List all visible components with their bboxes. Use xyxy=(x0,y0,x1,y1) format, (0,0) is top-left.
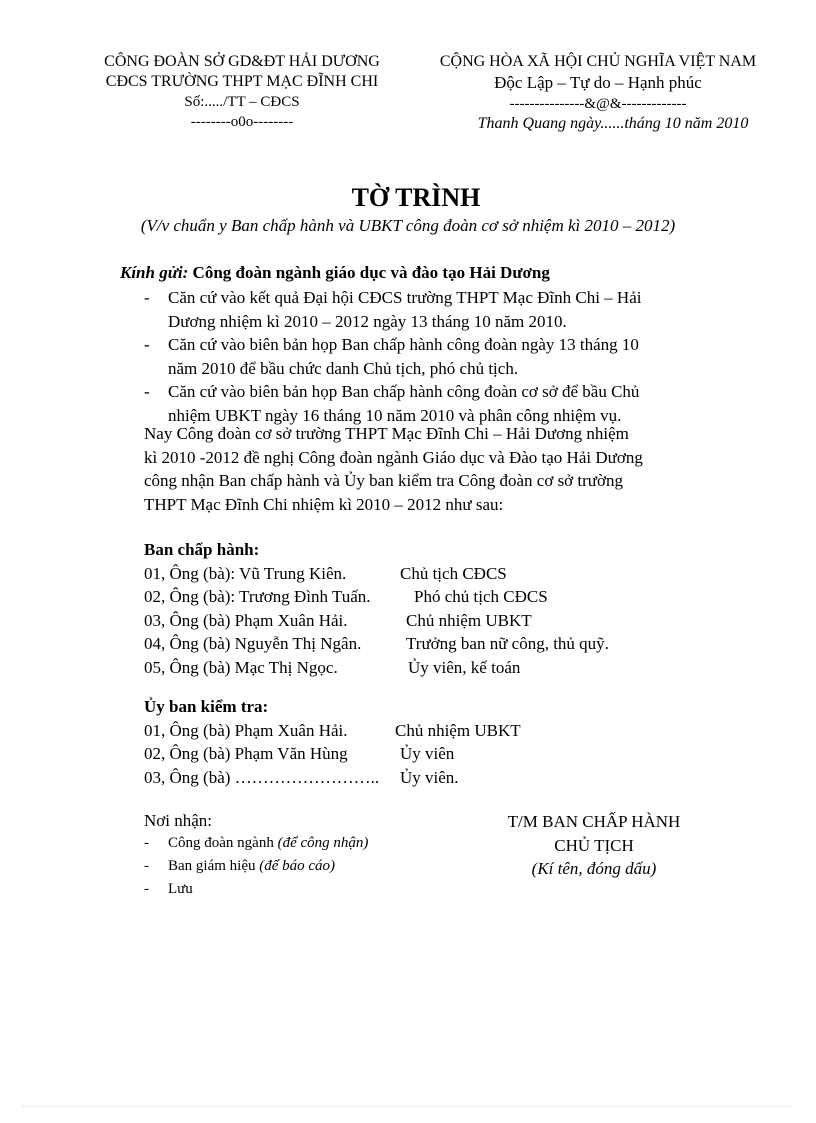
national-motto: Độc Lập – Tự do – Hạnh phúc xyxy=(494,73,702,92)
member-row: 01, Ông (bà) Phạm Xuân Hải. Chủ nhiệm UBKT xyxy=(144,720,521,740)
greeting-recipient: Công đoàn ngành giáo dục và đào tạo Hải Dương xyxy=(192,263,550,282)
header-right xyxy=(410,52,786,134)
member-row: 03, Ông (bà) Phạm Xuân Hải. Chủ nhiệm UBKT xyxy=(144,610,532,630)
org-name-line1: CÔNG ĐOÀN SỞ GD&ĐT HẢI DƯƠNG xyxy=(104,53,380,70)
member-row: 01, Ông (bà): Vũ Trung Kiên. Chủ tịch CĐCS xyxy=(144,563,507,583)
recipient-item: - Ban giám hiệu (để báo cáo) xyxy=(168,855,368,878)
signature-title: T/M BAN CHẤP HÀNH xyxy=(507,812,681,831)
basis-item: - Căn cứ vào biên bản họp Ban chấp hành công đoàn ngày 13 tháng 10 năm 2010 để bầu chức danh Chủ tịch, phó chủ tịch. xyxy=(168,333,641,380)
recipients-block xyxy=(144,810,368,901)
greeting-label: Kính gửi: xyxy=(120,263,189,282)
basis-item: - Căn cứ vào kết quả Đại hội CĐCS trường THPT Mạc Đĩnh Chi – Hải Dương nhiệm kì 2010 – 2012 ngày 13 tháng 10 năm 2010. xyxy=(168,286,641,333)
header-right-divider: ---------------&@&------------- xyxy=(509,96,687,112)
recipients-heading: Nơi nhận: xyxy=(144,811,213,830)
place-date: Thanh Quang ngày......tháng 10 năm 2010 xyxy=(477,115,749,132)
header-left-divider: --------o0o-------- xyxy=(190,114,294,130)
executive-committee xyxy=(144,538,609,679)
recipient-item: - Công đoàn ngành (để công nhận) xyxy=(168,832,368,855)
signature-block xyxy=(484,810,704,881)
document-subtitle: (V/v chuẩn y Ban chấp hành và UBKT công đoàn cơ sở nhiệm kì 2010 – 2012) xyxy=(140,216,676,235)
header-left xyxy=(74,52,410,132)
body-line: Nay Công đoàn cơ sở trường THPT Mạc Đĩnh Chi – Hải Dương nhiệm xyxy=(144,424,629,443)
bases-list xyxy=(168,286,641,427)
member-row: 02, Ông (bà): Trương Đình Tuấn. Phó chủ tịch CĐCS xyxy=(144,587,548,606)
executive-committee-heading: Ban chấp hành: xyxy=(144,540,260,559)
member-row: 03, Ông (bà) …………………….. Ủy viên. xyxy=(144,767,459,787)
body-line: công nhận Ban chấp hành và Ủy ban kiểm tra Công đoàn cơ sở trường xyxy=(144,471,624,490)
recipients-list xyxy=(168,832,368,901)
basis-item: - Căn cứ vào biên bản họp Ban chấp hành công đoàn cơ sở để bầu Chủ nhiệm UBKT ngày 16 tháng 10 năm 2010 và phân công nhiệm vụ. xyxy=(168,380,641,427)
body-paragraph xyxy=(144,422,643,516)
member-row: 04, Ông (bà) Nguyễn Thị Ngân. Trưởng ban nữ công, thủ quỹ. xyxy=(144,634,609,653)
body-line: kì 2010 -2012 đề nghị Công đoàn ngành Giáo dục và Đào tạo Hải Dương xyxy=(144,447,643,467)
signature-position: CHỦ TỊCH xyxy=(554,835,634,855)
inspection-committee-heading: Ủy ban kiểm tra: xyxy=(144,697,269,716)
inspection-committee xyxy=(144,695,521,789)
member-row: 05, Ông (bà) Mạc Thị Ngọc. Ủy viên, kế toán xyxy=(144,657,521,677)
org-name-line2: CĐCS TRƯỜNG THPT MẠC ĐĨNH CHI xyxy=(105,73,379,90)
document-title: TỜ TRÌNH xyxy=(351,183,481,212)
page-bottom-divider xyxy=(22,1106,794,1107)
member-row: 02, Ông (bà) Phạm Văn Hùng Ủy viên xyxy=(144,744,455,763)
recipient-item: - Lưu xyxy=(168,878,368,901)
body-line: THPT Mạc Đĩnh Chi nhiệm kì 2010 – 2012 như sau: xyxy=(144,494,504,514)
greeting xyxy=(120,262,550,284)
document-number: Số:...../TT – CĐCS xyxy=(184,94,300,110)
nation-name: CỘNG HÒA XÃ HỘI CHỦ NGHĨA VIỆT NAM xyxy=(439,53,757,70)
signature-note: (Kí tên, đóng dấu) xyxy=(531,859,657,878)
